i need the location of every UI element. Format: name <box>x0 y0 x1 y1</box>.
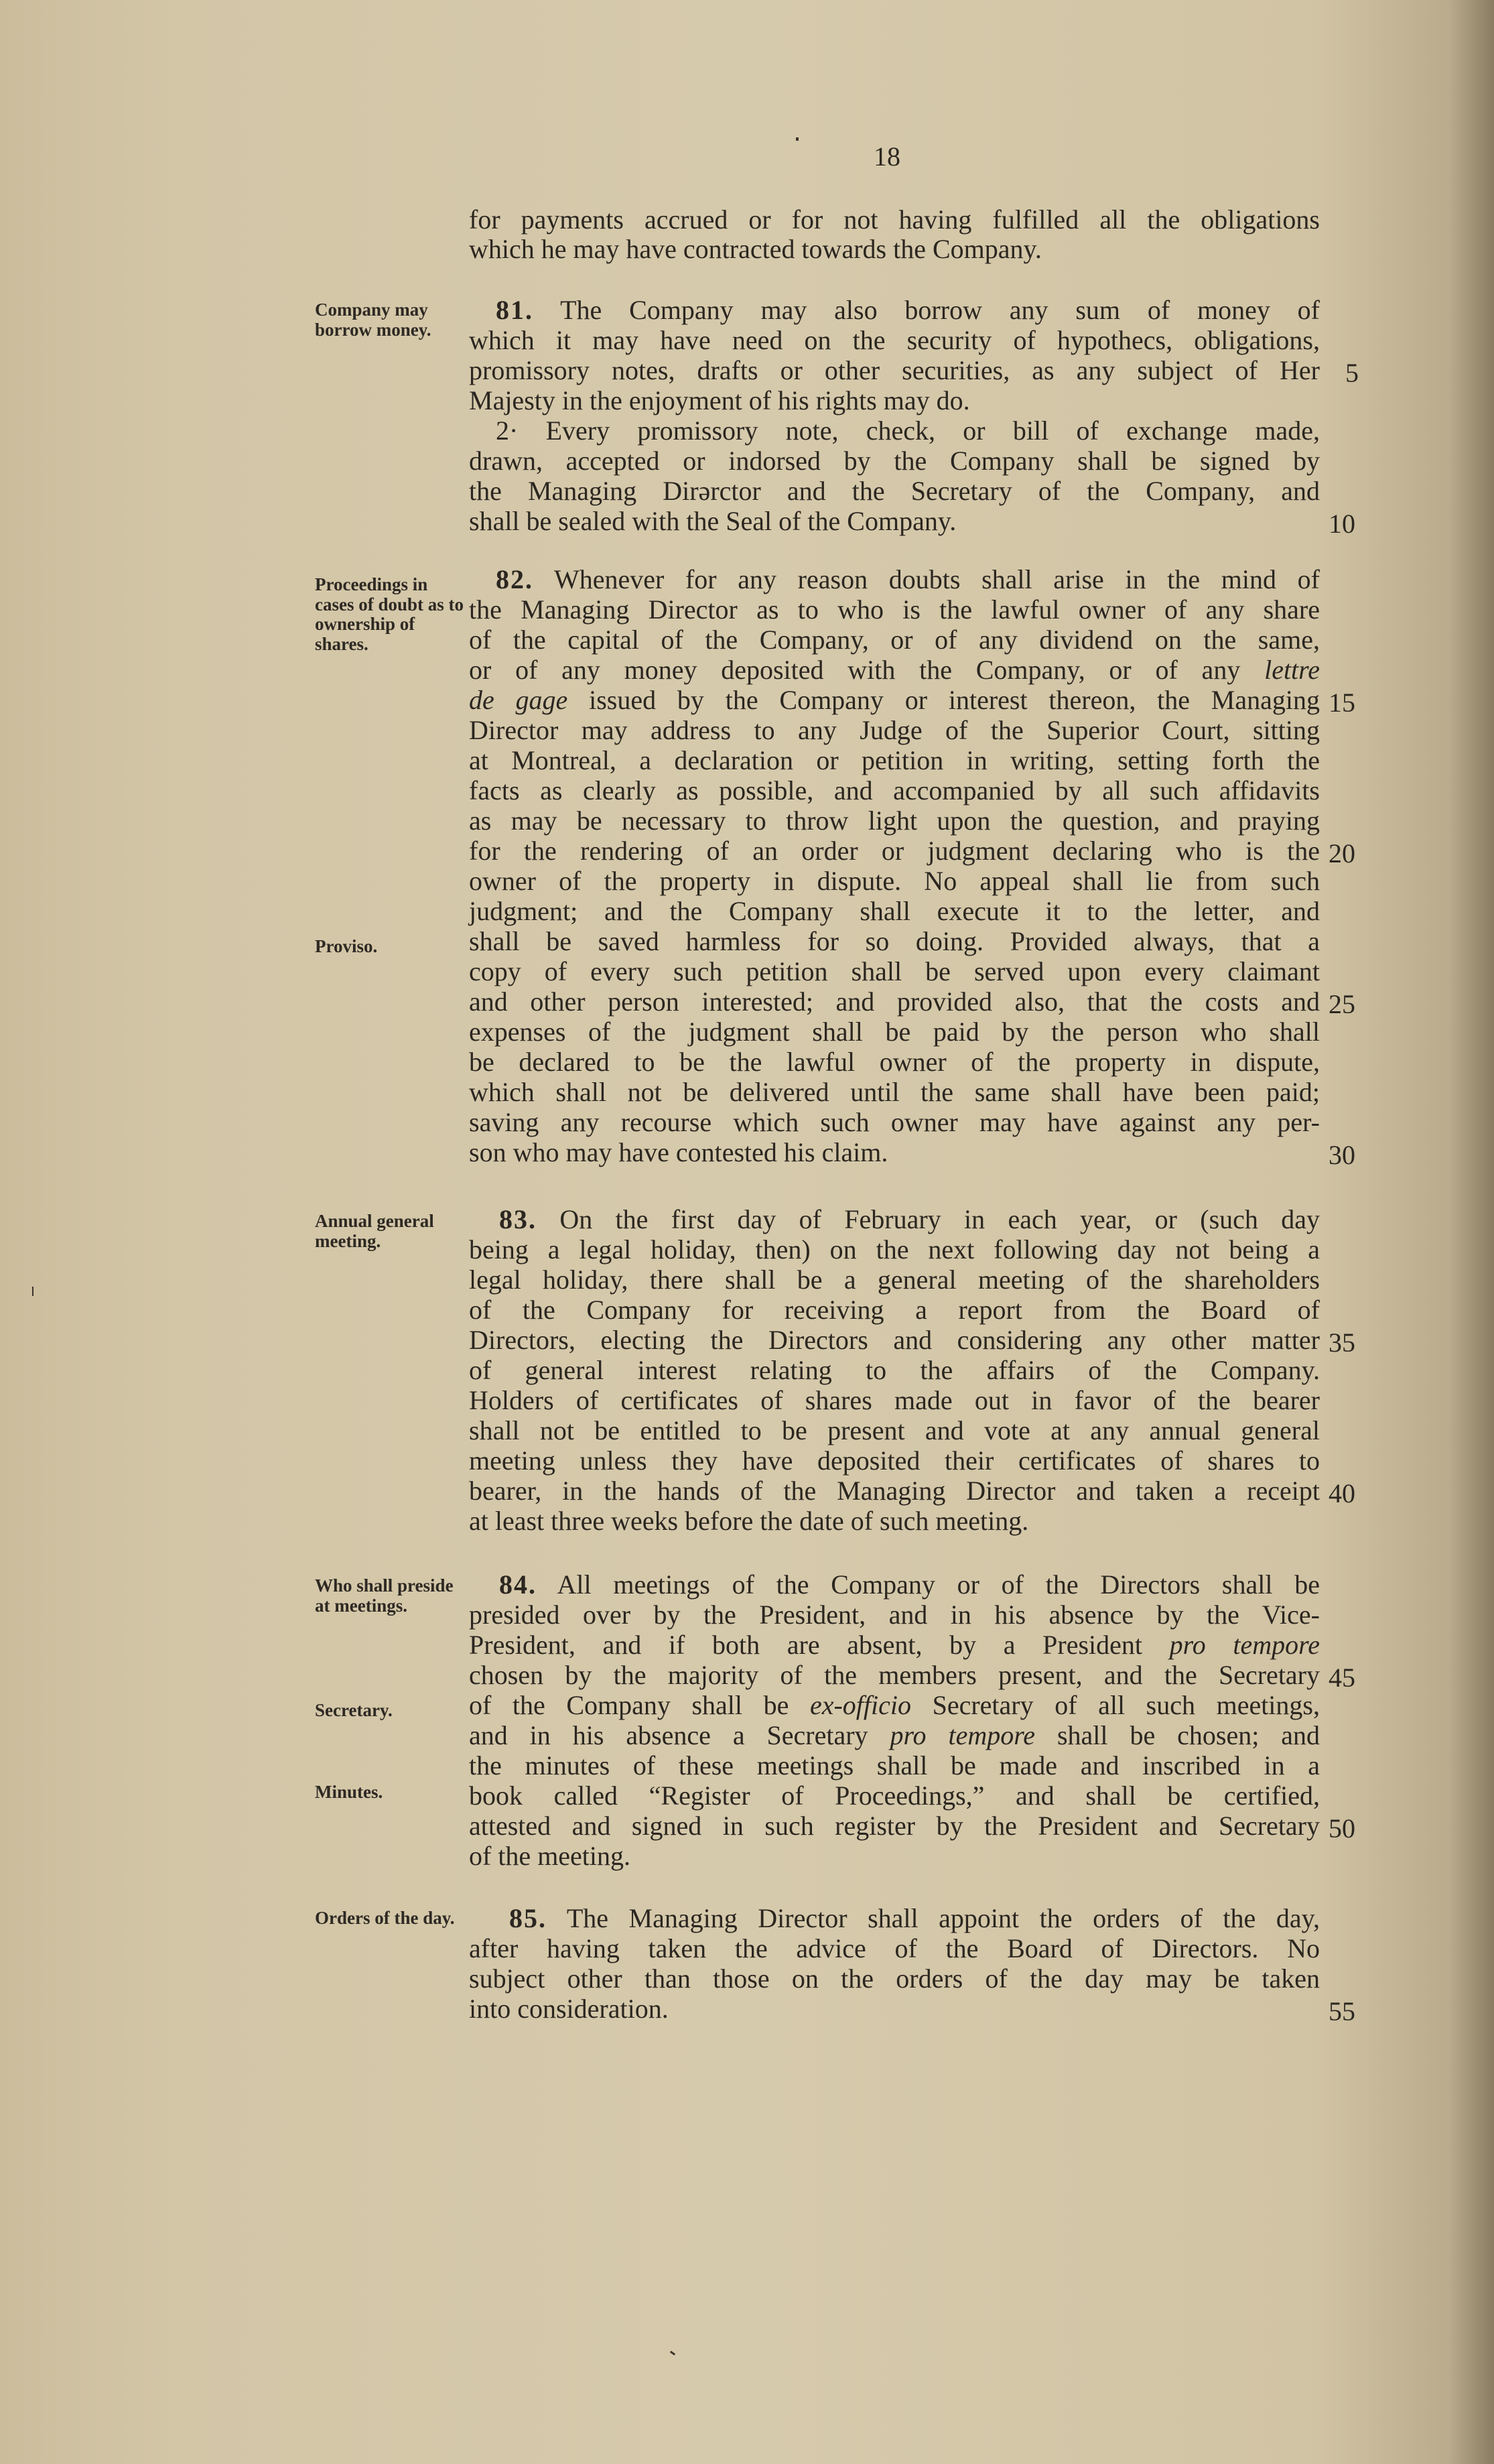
line-number: 30 <box>1329 1140 1355 1170</box>
text-line: facts as clearly as possible, and accompanied by all such affidavits <box>469 775 1320 805</box>
text-line: as may be necessary to throw light upon the question, and praying <box>469 805 1320 836</box>
text-line: legal holiday, there shall be a general meeting of the shareholders <box>469 1265 1320 1295</box>
text-line: which shall not be delivered until the same shall have been paid; <box>469 1077 1320 1107</box>
margin-note: Proceedings in cases of doubt as to ownership of shares. <box>315 574 464 655</box>
text-line: and other person interested; and provided also, that the costs and <box>469 986 1320 1017</box>
text-line: be declared to be the lawful owner of the property in dispute, <box>469 1047 1320 1077</box>
text-line: being a legal holiday, then) on the next following day not being a <box>469 1234 1320 1265</box>
text-line <box>469 1632 1320 1659</box>
section-number: 84. <box>499 1569 537 1600</box>
text-span: of the Company shall be <box>469 1690 810 1720</box>
section-number: 83. <box>499 1204 537 1234</box>
text-span: The Company may also borrow any sum of money of <box>533 295 1320 325</box>
text-line: bearer, in the hands of the Managing Director and taken a receipt <box>469 1476 1320 1506</box>
text-line <box>469 1692 1320 1719</box>
line-number: 20 <box>1329 838 1355 868</box>
text-span: All meetings of the Company or of the Directors shall be <box>537 1569 1320 1600</box>
text-line: the Managing Director as to who is the lawful owner of any share <box>469 594 1320 625</box>
section-82-first-line <box>496 566 1320 593</box>
text-line: saving any recourse which such owner may have against any per- <box>469 1107 1320 1137</box>
speck <box>32 1287 33 1296</box>
text-line: Directors, electing the Directors and considering any other matter <box>469 1325 1320 1355</box>
margin-note: Orders of the day. <box>315 1908 455 1928</box>
text-line <box>469 687 1320 714</box>
text-line: of the Company for receiving a report from the Board of <box>469 1295 1320 1325</box>
text-line: for the rendering of an order or judgment declaring who is the <box>469 836 1320 866</box>
line-number: 15 <box>1329 688 1355 718</box>
text-span: On the first day of February in each year, or (such day <box>537 1204 1320 1234</box>
line-number: 55 <box>1329 1996 1355 2026</box>
text-line: for payments accrued or for not having fulfilled all the obligations <box>469 204 1320 235</box>
text-line: of general interest relating to the affairs of the Company. <box>469 1355 1320 1385</box>
text-line: presided over by the President, and in his absence by the Vice- <box>469 1600 1320 1630</box>
text-line: drawn, accepted or indorsed by the Company shall be signed by <box>469 446 1320 476</box>
italic-term-part: de gage <box>469 685 568 715</box>
text-line <box>469 1722 1320 1749</box>
margin-note: Who shall preside at meetings. <box>315 1575 454 1616</box>
text-span: shall be chosen; and <box>1035 1720 1320 1750</box>
line-number: 50 <box>1329 1813 1355 1843</box>
text-line: attested and signed in such register by the President and Secretary <box>469 1811 1320 1841</box>
text-line <box>469 657 1320 684</box>
text-line: judgment; and the Company shall execute it to the letter, and <box>469 896 1320 926</box>
line-number: 40 <box>1329 1478 1355 1508</box>
text-line: of the capital of the Company, or of any dividend on the same, <box>469 625 1320 655</box>
line-number: 10 <box>1329 509 1355 539</box>
text-line: Majesty in the enjoyment of his rights may do. <box>469 385 970 415</box>
section-number: 82. <box>496 564 533 594</box>
line-number: 45 <box>1329 1663 1355 1693</box>
text-line: at least three weeks before the date of such meeting. <box>469 1506 1029 1536</box>
section-83-first-line <box>499 1206 1320 1233</box>
section-85-first-line <box>509 1905 1320 1932</box>
text-line: Director may address to any Judge of the Superior Court, sitting <box>469 715 1320 745</box>
text-span: The Managing Director shall appoint the orders of the day, <box>547 1903 1320 1933</box>
text-line: expenses of the judgment shall be paid by the person who shall <box>469 1017 1320 1047</box>
text-span: Secretary of all such meetings, <box>911 1690 1320 1720</box>
line-number: 5 <box>1345 358 1359 388</box>
text-span: or of any money deposited with the Company, or of any <box>469 655 1241 685</box>
text-line: book called “Register of Proceedings,” and shall be certified, <box>469 1780 1320 1811</box>
text-span: and in his absence a Secretary <box>469 1720 890 1750</box>
text-line: chosen by the majority of the members present, and the Secretary <box>469 1660 1320 1690</box>
section-number: 81. <box>496 295 533 325</box>
text-line: into consideration. <box>469 1994 669 2024</box>
italic-term: pro tempore <box>1169 1630 1320 1660</box>
text-line: owner of the property in dispute. No appeal shall lie from such <box>469 866 1320 896</box>
text-line: subject other than those on the orders of the day may be taken <box>469 1963 1320 1994</box>
line-number: 35 <box>1329 1327 1355 1358</box>
text-line: meeting unless they have deposited their certificates of shares to <box>469 1445 1320 1476</box>
text-line: shall not be entitled to be present and vote at any annual general <box>469 1415 1320 1445</box>
speck <box>670 2351 675 2355</box>
section-number: 85. <box>509 1903 547 1933</box>
margin-note: Secretary. <box>315 1700 393 1720</box>
text-line: which it may have need on the security of hypothecs, obligations, <box>469 325 1320 355</box>
text-span: Whenever for any reason doubts shall arise in the mind of <box>533 564 1320 594</box>
italic-term: pro tempore <box>890 1720 1036 1750</box>
text-line: the minutes of these meetings shall be made and inscribed in a <box>469 1750 1320 1780</box>
margin-note: Minutes. <box>315 1782 383 1802</box>
speck <box>796 137 799 141</box>
text-line: son who may have contested his claim. <box>469 1137 888 1167</box>
text-line: which he may have contracted towards the Company. <box>469 234 1042 264</box>
text-line: promissory notes, drafts or other securities, as any subject of Her <box>469 355 1320 385</box>
section-81-first-line <box>496 297 1320 324</box>
text-line: the Managing Dirərctor and the Secretary of the Company, and <box>469 476 1320 506</box>
text-span: President, and if both are absent, by a President <box>469 1630 1170 1660</box>
margin-note: Proviso. <box>315 936 378 956</box>
section-84-first-line <box>499 1571 1320 1598</box>
text-line: 2· Every promissory note, check, or bill of exchange made, <box>496 415 1320 446</box>
text-line: shall be sealed with the Seal of the Company. <box>469 506 957 536</box>
text-span: issued by the Company or interest thereon, the Managing <box>567 685 1320 715</box>
line-number: 25 <box>1329 989 1355 1019</box>
text-line: after having taken the advice of the Board of Directors. No <box>469 1933 1320 1963</box>
page-number: 18 <box>874 141 900 172</box>
margin-note: Company may borrow money. <box>315 300 431 340</box>
italic-term-part: lettre <box>1264 655 1320 685</box>
text-line: at Montreal, a declaration or petition in writing, setting forth the <box>469 745 1320 775</box>
italic-term: ex-officio <box>809 1690 912 1720</box>
text-line: shall be saved harmless for so doing. Provided always, that a <box>469 926 1320 956</box>
text-line: Holders of certificates of shares made out in favor of the bearer <box>469 1385 1320 1415</box>
text-line: copy of every such petition shall be served upon every claimant <box>469 956 1320 986</box>
margin-note: Annual general meeting. <box>315 1211 434 1251</box>
text-line: of the meeting. <box>469 1841 631 1871</box>
